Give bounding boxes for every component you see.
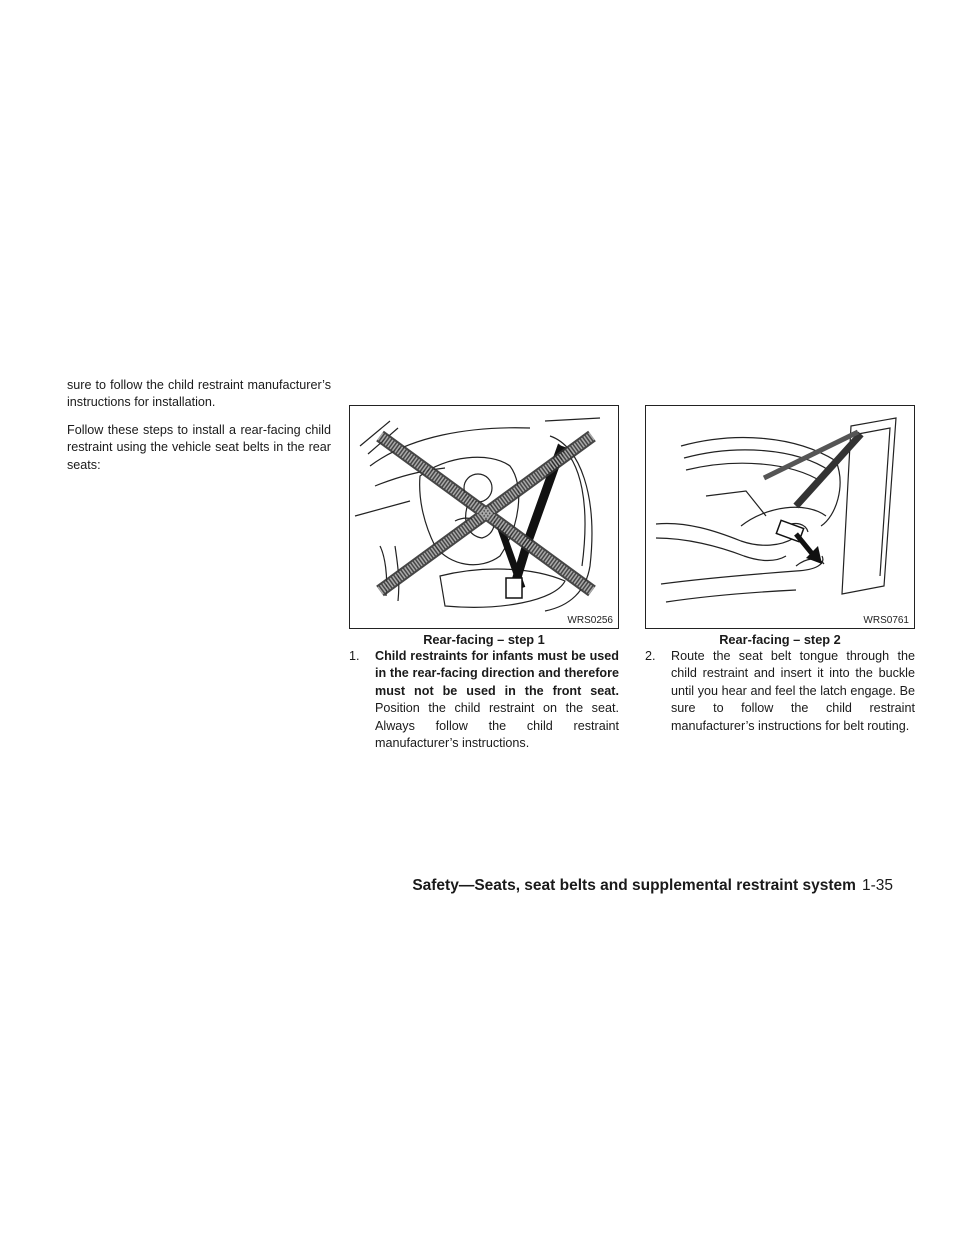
figure-code: WRS0256 xyxy=(567,615,613,626)
intro-paragraph-1: sure to follow the child restraint manufacturer’s instructions for installation. xyxy=(67,378,331,410)
step-body xyxy=(671,648,915,735)
step-text: Route the seat belt tongue through the child restraint and insert it into the buckle until you hear and feel the latch engage. Be sure to follow the child restraint manufacturer’s instructions for belt routing. xyxy=(671,649,915,733)
section-title: Safety—Seats, seat belts and supplemental restraint system xyxy=(412,877,856,894)
step-text: Position the child restraint on the seat. Always follow the child restraint manufacturer’s instructions. xyxy=(375,701,619,751)
figure-caption: Rear-facing – step 1 xyxy=(423,632,545,647)
seat-belt-buckle-latch-icon xyxy=(646,406,914,628)
step-body xyxy=(375,648,619,752)
intro-paragraph-2: Follow these steps to install a rear-facing child restraint using the vehicle seat belts in the rear seats: xyxy=(67,422,331,472)
step-1 xyxy=(349,648,619,752)
figure-caption: Rear-facing – step 2 xyxy=(719,632,841,647)
figure-rear-facing-step-1 xyxy=(349,405,619,629)
crossed-out-front-seat-child-restraint-icon xyxy=(350,406,618,628)
figure-rear-facing-step-2 xyxy=(645,405,915,629)
page-footer xyxy=(412,877,893,895)
intro-column xyxy=(67,377,331,484)
page-number: 1-35 xyxy=(861,877,893,894)
step-2 xyxy=(645,648,915,735)
figure-code: WRS0761 xyxy=(863,615,909,626)
step-number: 1. xyxy=(349,649,360,663)
step-number: 2. xyxy=(645,649,656,663)
step-warning: Child restraints for infants must be used in the rear-facing direction and therefore must not be used in the front seat. xyxy=(375,649,619,698)
